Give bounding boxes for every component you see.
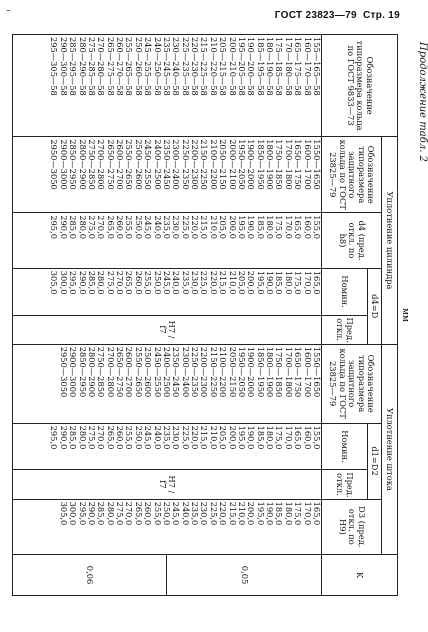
cell: 260,0	[115, 425, 126, 450]
cell: 200,0	[227, 425, 238, 450]
cell: 245,0	[143, 425, 154, 450]
cell: 2450—2550	[152, 346, 163, 398]
cell: 2150—2250	[199, 139, 210, 190]
cell: 1950—2050	[237, 346, 247, 398]
cell: 245,0	[171, 501, 182, 526]
cell: 295,0	[68, 270, 79, 295]
cell: 180,0	[283, 270, 294, 295]
cell: 300,0	[68, 501, 79, 526]
cell: 280,0	[77, 215, 88, 239]
cell: 235,0	[162, 215, 172, 239]
cell: 155,0	[312, 425, 322, 450]
cell: 190,0	[246, 425, 257, 450]
cell: 1700—1800	[283, 139, 294, 190]
cell: 2200—2300	[190, 139, 201, 190]
cell: 2200—2300	[199, 346, 210, 398]
cyl-d4-column	[13, 213, 322, 269]
cell: 185,0	[255, 425, 266, 450]
unit-label: мм	[400, 307, 410, 322]
cell: 240,0	[152, 425, 163, 450]
cell: 175,0	[274, 425, 285, 450]
cell: 2050—2150	[227, 346, 238, 398]
cell: 270,0	[96, 425, 107, 450]
cell: 205,0	[218, 215, 229, 239]
cell: 2850—2950	[77, 346, 88, 398]
cell: 215,0	[227, 501, 238, 526]
cell: 1800—1900	[265, 346, 276, 398]
cell: 180,0	[265, 425, 276, 450]
cell: 220,0	[218, 501, 229, 526]
cell: 175,0	[293, 501, 304, 526]
cell: 230,0	[171, 425, 182, 450]
cell: 260,0	[115, 215, 126, 239]
cyl-pred-header: Пред. откл.	[322, 315, 368, 344]
cell: 230,0	[171, 215, 182, 239]
cell: 285,0	[68, 215, 79, 239]
cell: 280—290—58	[77, 37, 88, 96]
cell: 205,0	[237, 270, 247, 295]
cell: 2400—2500	[162, 346, 172, 398]
cell: 265,0	[133, 501, 144, 526]
cell: 1600—1700	[302, 346, 313, 398]
cell: 255—265—58	[124, 37, 135, 96]
cell: 285—295—58	[68, 37, 79, 96]
cell: 1650—1750	[293, 346, 304, 398]
cell: 285,0	[87, 270, 97, 295]
cell: 2400—2500	[152, 139, 163, 190]
rod-nom-header: Номин.	[322, 423, 368, 470]
cell: 185,0	[274, 270, 285, 295]
cell: 290,0	[58, 215, 69, 239]
cyl-ring-column	[13, 137, 322, 213]
cell: 265—275—58	[105, 37, 116, 96]
cell: 2500—2600	[133, 139, 144, 190]
cell: 270,0	[115, 270, 126, 295]
cell: 170—180—58	[283, 37, 294, 96]
cell: 2900—3000	[58, 139, 69, 190]
cell: 295,0	[49, 425, 60, 450]
k-value-2: 0,06	[85, 565, 96, 585]
k-value-1: 0,05	[167, 555, 322, 595]
gost-number: ГОСТ 23823—79	[274, 10, 357, 21]
cell: 265,0	[124, 270, 135, 295]
cell: 220,0	[190, 215, 201, 239]
cell: 220,0	[190, 425, 201, 450]
cell: 245—255—58	[143, 37, 154, 96]
cell: 170,0	[283, 215, 294, 239]
cell: 190,0	[265, 501, 276, 526]
cell: 210,0	[208, 425, 219, 450]
cell: 255,0	[124, 215, 135, 239]
cell: 1900—2000	[246, 139, 257, 190]
cell: 1700—1800	[283, 346, 294, 398]
cell: 265,0	[105, 215, 116, 239]
cell: 2600—2700	[115, 139, 126, 190]
cell: 300,0	[58, 270, 69, 295]
cell: 180—190—58	[265, 37, 276, 96]
cell: 1750—1850	[274, 346, 285, 398]
cell: 215,0	[199, 215, 210, 239]
margin-mark: –	[6, 6, 11, 16]
cell: 255,0	[143, 270, 154, 295]
cell: 2800—2900	[87, 346, 97, 398]
cell: 1550—1650	[312, 139, 322, 190]
cell: 2750—2850	[87, 139, 97, 190]
cell: 165,0	[293, 215, 304, 239]
cell: 2650—2750	[105, 139, 116, 190]
cell: 160,0	[302, 215, 313, 239]
cell: 180,0	[283, 501, 294, 526]
cell: 210,0	[208, 215, 219, 239]
cell: 290,0	[58, 425, 69, 450]
cell: 165,0	[312, 501, 322, 526]
cell: 205,0	[218, 425, 229, 450]
cell: 230—240—58	[171, 37, 182, 96]
cell: 205—215—58	[218, 37, 229, 96]
cyl-ring-header: Обозначение типоразмера защитного кольца по ГОСТ 23825—79	[322, 137, 382, 213]
cell: 170,0	[302, 270, 313, 295]
cell: 1750—1850	[274, 139, 285, 190]
cell: 165,0	[293, 425, 304, 450]
cell: 165,0	[312, 270, 322, 295]
cell: 2700—2800	[96, 139, 107, 190]
cell: 155,0	[312, 215, 322, 239]
cell: 2100—2200	[218, 346, 229, 398]
cell: 155—165—58	[312, 37, 322, 96]
cell: 2550—2650	[133, 346, 144, 398]
cell: 230,0	[190, 270, 201, 295]
cell: 2950—3050	[49, 139, 60, 190]
cell: 225,0	[180, 425, 191, 450]
cell: 2050—2150	[218, 139, 229, 190]
cell: 240—250—58	[152, 37, 163, 96]
cell: 280,0	[105, 501, 116, 526]
cell: 235,0	[162, 425, 172, 450]
cell: 2300—2400	[171, 139, 182, 190]
cell: 225—235—58	[180, 37, 191, 96]
cell: 2300—2400	[180, 346, 191, 398]
cell: 2750—2850	[96, 346, 107, 398]
cell: 1600—1700	[302, 139, 313, 190]
cell: 225,0	[180, 215, 191, 239]
cell: 170,0	[283, 425, 294, 450]
cell: 250,0	[133, 215, 144, 239]
cylinder-group-header: Уплотнение цилиндра	[382, 137, 398, 344]
cell: 2250—2350	[190, 346, 201, 398]
continuation-caption: Продолжение табл. 2	[417, 42, 428, 162]
cell: 230,0	[199, 501, 210, 526]
cell: 2800—2900	[77, 139, 88, 190]
cell: 235,0	[180, 270, 191, 295]
cell: 220,0	[208, 270, 219, 295]
cell: 240,0	[180, 501, 191, 526]
cell: 1800—1900	[265, 139, 276, 190]
cell: 210,0	[227, 270, 238, 295]
cell: 260—270—58	[115, 37, 126, 96]
cell: 270,0	[96, 215, 107, 239]
cell: 1850—1950	[255, 346, 266, 398]
cyl-nom-header: Номин.	[322, 268, 368, 315]
cell: 250,0	[133, 425, 144, 450]
cell: 195,0	[255, 501, 266, 526]
cell: 210,0	[237, 501, 247, 526]
cell: 250,0	[152, 270, 163, 295]
cell: 280,0	[96, 270, 107, 295]
cell: 275,0	[115, 501, 126, 526]
cell: 270,0	[124, 501, 135, 526]
rod-group-header: Уплотнение штока	[382, 344, 398, 554]
cell: 255,0	[152, 501, 163, 526]
cell: 255,0	[124, 425, 135, 450]
cell: 240,0	[171, 270, 182, 295]
cell: 2550—2650	[124, 139, 135, 190]
cell: 1950—2050	[237, 139, 247, 190]
cyl-fit: H7 / f7	[13, 315, 322, 344]
rod-nom-column	[13, 423, 322, 470]
cell: 275,0	[105, 270, 116, 295]
cell: 260,0	[133, 270, 144, 295]
cell: 280,0	[77, 425, 88, 450]
cell: 215,0	[218, 270, 229, 295]
cell: 2700—2800	[105, 346, 116, 398]
cell: 245,0	[143, 215, 154, 239]
cell: 305,0	[58, 501, 69, 526]
cell: 290,0	[87, 501, 97, 526]
designation-header: Обозначение типоразмера кольца по ГОСТ 9833—73	[322, 35, 398, 137]
cell: 295,0	[49, 215, 60, 239]
cell: 2000—2100	[227, 139, 238, 190]
k-column	[13, 555, 322, 596]
rod-ring-header: Обозначение типоразмера защитного кольца по ГОСТ 23825—79	[322, 344, 382, 423]
cell: 2450—2550	[143, 139, 154, 190]
cell: 2500—2600	[143, 346, 154, 398]
cell: 200,0	[246, 501, 257, 526]
cell: 185—195—58	[255, 37, 266, 96]
cell: 240,0	[152, 215, 163, 239]
rod-D3-header: D3 (пред. откл. по H9)	[322, 499, 382, 555]
cell: 190—200—58	[246, 37, 257, 96]
cell: 1850—1950	[255, 139, 266, 190]
cell: 2900—3000	[68, 346, 79, 398]
rod-D3-column	[13, 499, 322, 555]
cell: 2650—2750	[115, 346, 126, 398]
rotated-table-container	[12, 34, 410, 596]
cell: 175—185—58	[274, 37, 285, 96]
cell: 245,0	[162, 270, 172, 295]
cell: 185,0	[255, 215, 266, 239]
cell: 295—305—58	[49, 37, 60, 96]
cell: 210—220—58	[208, 37, 219, 96]
cell: 270—280—58	[96, 37, 107, 96]
cell: 190,0	[265, 270, 276, 295]
cell: 235,0	[190, 501, 201, 526]
cell: 2850—2950	[68, 139, 79, 190]
cyl-d4-header: d4 (пред. откл. по h8)	[322, 213, 382, 269]
cell: 200,0	[246, 270, 257, 295]
cell: 2350—2450	[162, 139, 172, 190]
cell: 170,0	[302, 501, 313, 526]
cell: 195,0	[237, 215, 247, 239]
cell: 2350—2450	[171, 346, 182, 398]
cell: 235—245—58	[162, 37, 172, 96]
cell: 260,0	[143, 501, 154, 526]
cell: 225,0	[208, 501, 219, 526]
cell: 275,0	[87, 425, 97, 450]
cell: 250—260—58	[133, 37, 144, 96]
rod-ring-column	[13, 344, 322, 423]
cell: 265,0	[105, 425, 116, 450]
cell: 1650—1750	[293, 139, 304, 190]
cell: 225,0	[199, 270, 210, 295]
k-header: K	[322, 555, 398, 596]
cell: 2600—2700	[124, 346, 135, 398]
cell: 285,0	[68, 425, 79, 450]
dimensions-table	[12, 34, 398, 596]
cell: 2250—2350	[180, 139, 191, 190]
cell: 175,0	[293, 270, 304, 295]
cell: 220—230—58	[190, 37, 201, 96]
cell: 200,0	[227, 215, 238, 239]
cell: 275—285—58	[87, 37, 97, 96]
cell: 285,0	[96, 501, 107, 526]
cell: 290,0	[77, 270, 88, 295]
cell: 250,0	[162, 501, 172, 526]
cell: 195,0	[255, 270, 266, 295]
cell: 160,0	[302, 425, 313, 450]
cell: 275,0	[87, 215, 97, 239]
cell: 165—175—58	[293, 37, 304, 96]
rod-d1d2-header: d1=D2	[368, 423, 382, 499]
cell: 2950—3050	[58, 346, 69, 398]
cell: 290—300—58	[58, 37, 69, 96]
cell: 190,0	[246, 215, 257, 239]
cyl-d4D-header: d4=D	[368, 268, 382, 344]
cell: 185,0	[274, 501, 285, 526]
cell: 195,0	[237, 425, 247, 450]
cell: 195—205—58	[237, 37, 247, 96]
page-header	[275, 10, 400, 21]
cell: 160—170—58	[302, 37, 313, 96]
cell: 215,0	[199, 425, 210, 450]
cell: 200—210—58	[227, 37, 238, 96]
cell: 175,0	[274, 215, 285, 239]
cell: 215—225—58	[199, 37, 210, 96]
cell: 305,0	[49, 270, 60, 295]
cell: 2100—2200	[208, 139, 219, 190]
cell: 180,0	[265, 215, 276, 239]
designation-column	[13, 35, 322, 137]
rod-fit: H7 / f7	[13, 470, 322, 499]
cell: 2150—2250	[208, 346, 219, 398]
cell: 1550—1650	[312, 346, 322, 398]
cyl-nom-column	[13, 268, 322, 315]
cell: 1900—2000	[246, 346, 257, 398]
page-number: Стр. 19	[362, 10, 400, 21]
cell: 295,0	[77, 501, 88, 526]
rod-pred-header: Пред. откл.	[322, 470, 368, 499]
